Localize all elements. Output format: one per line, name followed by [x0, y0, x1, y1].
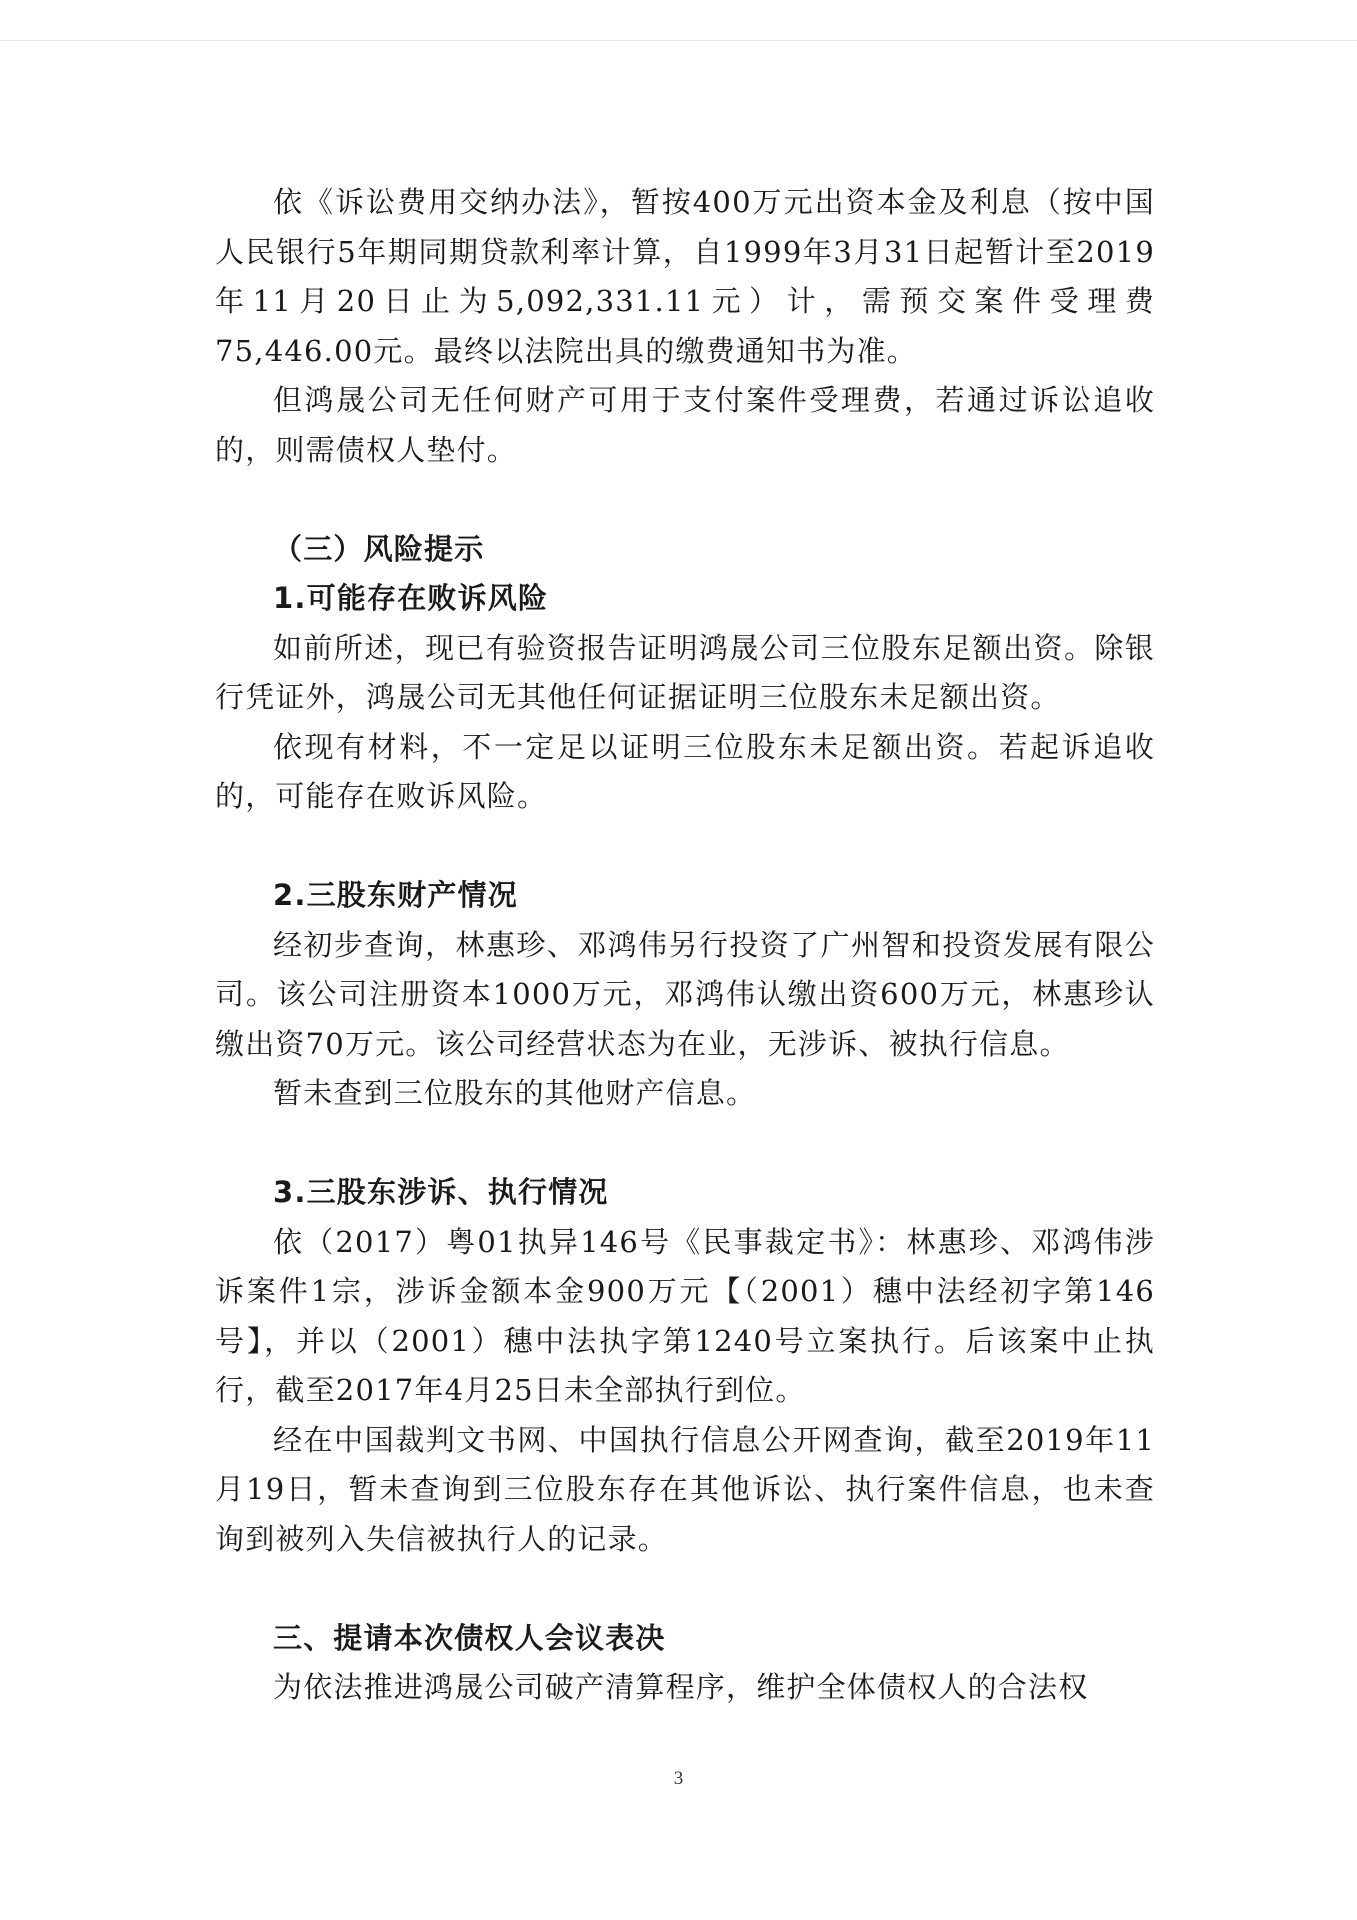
- paragraph-vote-intro: 为依法推进鸿晟公司破产清算程序，维护全体债权人的合法权: [273, 1670, 1089, 1704]
- heading-risk-2: 2.三股东财产情况: [273, 878, 518, 912]
- heading-risk-notice: （三）风险提示: [273, 531, 485, 566]
- paragraph-shareholder-assets: 经初步查询，林惠珍、邓鸿伟另行投资了广州智和投资发展有限公司。该公司注册资本1000万元，邓鸿伟认缴出资600万元，林惠珍认缴出资70万元。该公司经营状态为在业，无涉诉、被执行信息。: [215, 927, 1155, 1061]
- spacer: [215, 475, 1155, 525]
- paragraph-fee-advance: 但鸿晟公司无任何财产可用于支付案件受理费，若通过诉讼追收的，则需债权人垫付。: [215, 383, 1155, 467]
- paragraph-capital-verification: 如前所述，现已有验资报告证明鸿晟公司三位股东足额出资。除银行凭证外，鸿晟公司无其他任何证据证明三位股东未足额出资。: [215, 630, 1155, 714]
- paragraph-lawsuit-risk: 依现有材料，不一定足以证明三位股东未足额出资。若起诉追收的，可能存在败诉风险。: [215, 729, 1155, 813]
- spacer: [215, 822, 1155, 872]
- heading-risk-1: 1.可能存在败诉风险: [273, 581, 549, 615]
- spacer: [215, 1564, 1155, 1614]
- scan-mark: [0, 40, 1357, 41]
- heading-risk-3: 3.三股东涉诉、执行情况: [273, 1175, 609, 1209]
- heading-vote: 三、提请本次债权人会议表决: [273, 1620, 666, 1655]
- document-body: [215, 178, 1155, 1713]
- spacer: [215, 1119, 1155, 1169]
- paragraph-litigation-fee: 依《诉讼费用交纳办法》，暂按400万元出资本金及利息（按中国人民银行5年期同期贷款利率计算，自1999年3月31日起暂计至2019年11月20日止为5,092,331.11元）计，需预交案件受理费75,446.00元。最终以法院出具的缴费通知书为准。: [215, 185, 1155, 368]
- paragraph-no-other-assets: 暂未查到三位股东的其他财产信息。: [273, 1076, 757, 1110]
- paragraph-search-results: 经在中国裁判文书网、中国执行信息公开网查询，截至2019年11月19日，暂未查询到三位股东存在其他诉讼、执行案件信息，也未查询到被列入失信被执行人的记录。: [215, 1422, 1155, 1556]
- page-number: 3: [673, 1768, 684, 1789]
- paragraph-ruling: 依（2017）粤01执异146号《民事裁定书》：林惠珍、邓鸿伟涉诉案件1宗，涉诉金额本金900万元【（2001）穗中法经初字第146号】，并以（2001）穗中法执字第1240号立案执行。后该案中止执行，截至2017年4月25日未全部执行到位。: [215, 1224, 1155, 1407]
